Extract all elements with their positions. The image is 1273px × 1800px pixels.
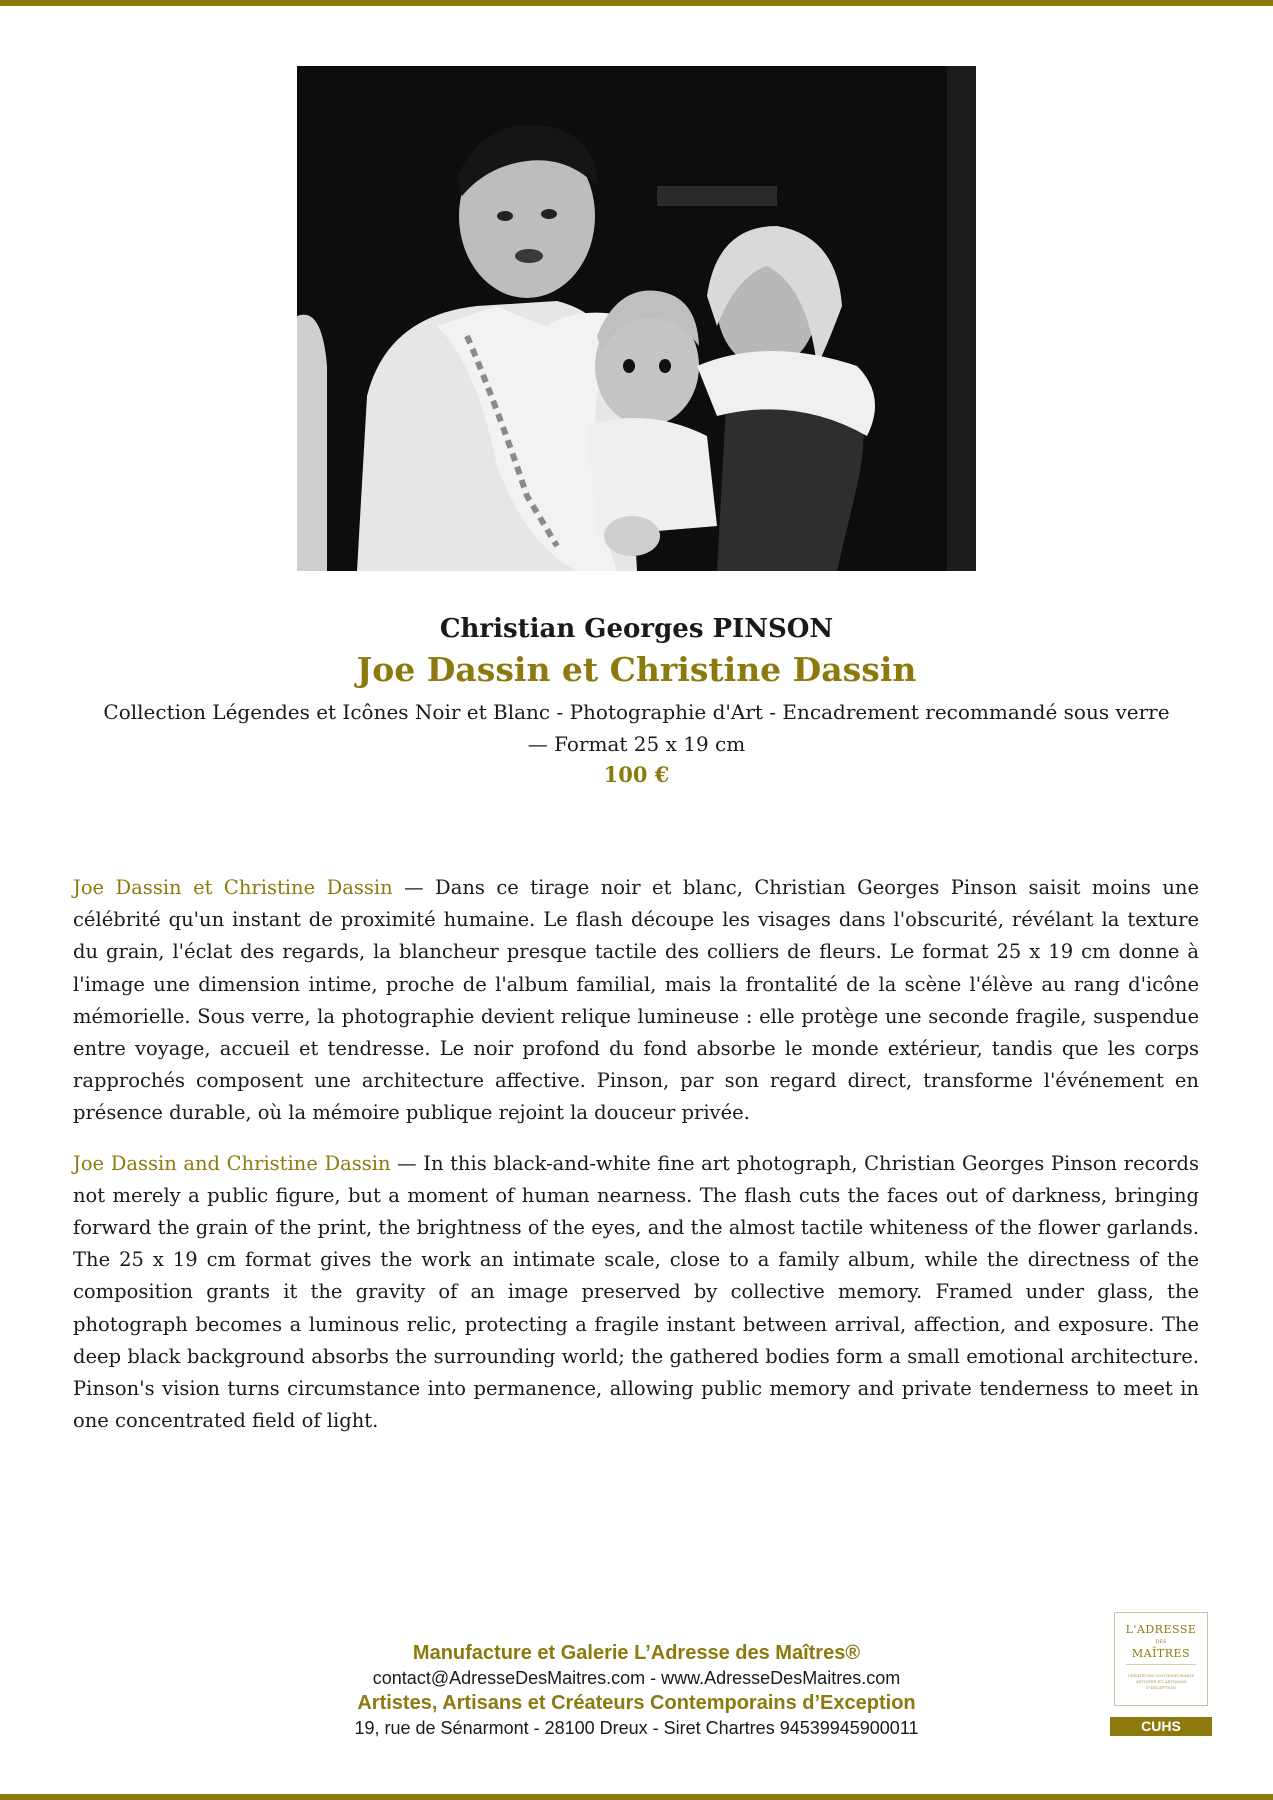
logo-divider <box>1126 1664 1196 1665</box>
artwork-subtitle: Collection Légendes et Icônes Noir et Blanc - Photographie d'Art - Encadrement recommandé sous verre — Format 25 x 19 cm <box>103 700 1170 756</box>
description-english-text: — In this black-and-white fine art photograph, Christian Georges Pinson records not merely a public figure, but a moment of human nearness. The flash cuts the faces out of darkness, bringing forward the grain of the print, the brightness of the eyes, and the almost tactile whiteness of the flower garlands. The 25 x 19 cm format gives the work an intimate scale, close to a family album, while the directness of the composition grants it the gravity of an image preserved by collective memory. Framed under glass, the photograph becomes a luminous relic, protecting a fragile instant between arrival, affection, and exposure. The deep black background absorbs the surrounding world; the gathered bodies form a small emotional architecture. Pinson's vision turns circumstance into permanence, allowing public memory and private tenderness to meet in one concentrated field of light. <box>73 1151 1199 1433</box>
description-english <box>73 1148 1199 1438</box>
top-border <box>0 0 1273 6</box>
logo-line-2: DES <box>1155 1639 1167 1645</box>
footer <box>280 1640 993 1740</box>
logo-line-4: CRÉATEURS CONTEMPORAINS ARTISTES ET ARTISANS D'EXCEPTION <box>1127 1673 1195 1690</box>
footer-gallery-name: Manufacture et Galerie L’Adresse des Maîtres® <box>412 1642 861 1664</box>
bottom-border <box>0 1794 1273 1800</box>
artwork-price: 100 € <box>603 762 670 787</box>
description-english-lead: Joe Dassin and Christine Dassin <box>73 1151 391 1175</box>
gallery-logo <box>1114 1612 1208 1706</box>
photograph-illustration <box>297 66 976 571</box>
description-french <box>73 872 1199 1130</box>
logo-line-1: L'ADRESSE <box>1125 1623 1197 1636</box>
footer-address: 19, rue de Sénarmont - 28100 Dreux - Siret Chartres 94539945900011 <box>354 1718 919 1738</box>
footer-contact: contact@AdresseDesMaitres.com - www.AdresseDesMaitres.com <box>372 1668 901 1688</box>
artist-name: Christian Georges PINSON <box>439 614 834 644</box>
artwork-description <box>73 872 1199 1455</box>
logo-badge: CUHS <box>1110 1717 1212 1736</box>
artwork-photograph <box>297 66 976 571</box>
footer-tagline: Artistes, Artisans et Créateurs Contemporains d’Exception <box>357 1692 916 1714</box>
artwork-header <box>60 612 1213 790</box>
logo-line-3: MAÎTRES <box>1131 1647 1191 1660</box>
description-french-text: — Dans ce tirage noir et blanc, Christian Georges Pinson saisit moins une célébrité qu'un instant de proximité humaine. Le flash découpe les visages dans l'obscurité, révélant la texture du grain, l'éclat des regards, la blancheur presque tactile des colliers de fleurs. Le format 25 x 19 cm donne à l'image une dimension intime, proche de l'album familial, mais la frontalité de la scène l'élève au rang d'icône mémorielle. Sous verre, la photographie devient relique lumineuse : elle protège une seconde fragile, suspendue entre voyage, accueil et tendresse. Le noir profond du fond absorbe le monde extérieur, tandis que les corps rapprochés composent une architecture affective. Pinson, par son regard direct, transforme l'événement en présence durable, où la mémoire publique rejoint la douceur privée. <box>73 876 1200 1125</box>
artwork-title: Joe Dassin et Christine Dassin <box>356 650 917 689</box>
description-french-lead: Joe Dassin et Christine Dassin <box>73 876 393 899</box>
